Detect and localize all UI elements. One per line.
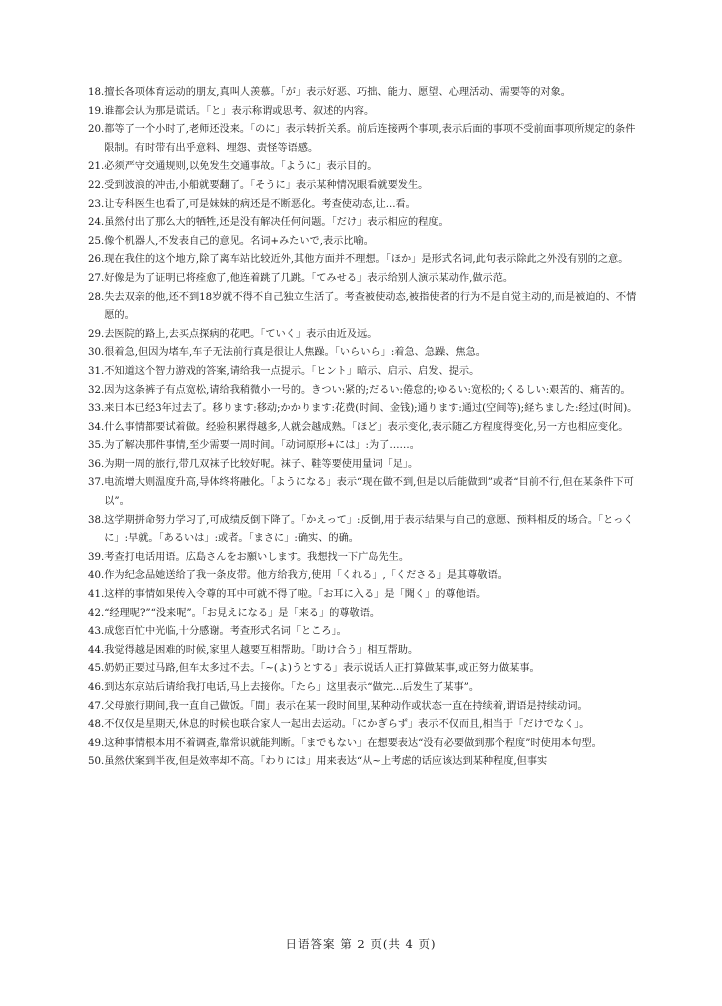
answer-text: 电流增大则温度升高,导体终将融化。「ようになる」表示“现在做不到,但是以后能做到”或者“目前不行,但在某条件下可以”。	[104, 477, 634, 508]
answer-item	[88, 400, 644, 419]
answer-number: 19.	[88, 105, 105, 117]
answer-text: 因为这条裤子有点宽松,请给我稍微小一号的。きつい:紧的;だるい:倦怠的;ゆるい:宽松的;くるしい:艰苦的、痛苦的。	[104, 384, 631, 396]
answer-item	[88, 84, 644, 103]
answer-text: 我觉得越是困难的时候,家里人越要互相帮助。「助け合う」相互帮助。	[104, 644, 419, 656]
answer-number: 22.	[88, 179, 105, 191]
answer-number: 39.	[88, 551, 105, 563]
answer-number: 47.	[88, 700, 105, 712]
answer-item	[88, 214, 644, 233]
answer-number: 18.	[88, 87, 105, 98]
answer-item	[88, 567, 644, 586]
answer-item	[88, 196, 644, 215]
answer-text: 去医院的路上,去买点探病的花吧。「ていく」表示由近及远。	[104, 328, 378, 340]
answer-text: 这样的事情如果传入令尊的耳中可就不得了啦。「お耳に入る」是「聞く」的尊他语。	[104, 589, 487, 601]
answer-text: 虽然付出了那么大的牺牲,还是没有解决任何问题。「だけ」表示相应的程度。	[104, 217, 449, 229]
answer-text: 到达东京站后请给我打电话,马上去接你。「たら」这里表示“做完...后发生了某事”。	[104, 682, 480, 693]
answer-text: 奶奶正要过马路,但车太多过不去。「~(よ)うとする」表示说话人正打算做某事,或正努力做某事。	[104, 663, 540, 675]
answer-text: 很着急,但因为堵车,车子无法前行真是很让人焦躁。「いらいら」:着急、急躁、焦急。	[104, 347, 486, 359]
answer-text: 擅长各项体育运动的朋友,真叫人羡慕。「が」表示好恶、巧拙、能力、愿望、心理活动、需要等的对象。	[104, 87, 571, 98]
answer-item	[88, 233, 644, 252]
answer-item	[88, 456, 644, 475]
answer-text: 像个机器人,不发表自己的意见。名词+みたいで,表示比喻。	[104, 235, 374, 247]
answer-text: “经理呢?”“没来呢”。「お見えになる」是「来る」的尊敬语。	[104, 607, 381, 619]
answer-item	[88, 679, 644, 698]
answer-item	[88, 549, 644, 568]
answer-text: 为了解决那件事情,至少需要一周时间。「动词原形+には」:为了……。	[104, 440, 420, 452]
answer-item	[88, 474, 644, 511]
answer-text: 父母旅行期间,我一直自己做饭。「間」表示在某一段时间里,某种动作或状态一直在持续着,谓语是持续动词。	[104, 700, 588, 712]
answer-number: 38.	[88, 514, 105, 526]
answer-item	[88, 586, 644, 605]
answer-text: 来日本已经3年过去了。移ります:移动;かかります:花费(时间、金钱);通ります:通过(空间等);経ちました:经过(时间)。	[104, 403, 638, 415]
answer-number: 42.	[88, 607, 105, 619]
answer-text: 虽然伏案到半夜,但是效率却不高。「わりには」用来表达“从~上考虑的话应该达到某种程度,但事实	[104, 756, 548, 768]
answer-item	[88, 177, 644, 196]
answer-text: 为期一周的旅行,带几双袜子比较好呢。袜子、鞋等要使用量词「足」。	[104, 458, 419, 470]
answer-number: 31.	[88, 365, 105, 377]
answer-number: 29.	[88, 328, 105, 340]
answer-item	[88, 623, 644, 642]
answer-text: 让专科医生也看了,可是妹妹的病还是不断恶化。考查使动态,让...看。	[104, 198, 416, 210]
answer-number: 24.	[88, 217, 105, 229]
answer-text: 好像是为了证明已将痊愈了,他连着跳了几跳。「てみせる」表示给别人演示某动作,做示范。	[104, 272, 514, 284]
answer-item	[88, 735, 644, 754]
answer-number: 26.	[88, 254, 105, 266]
answer-item	[88, 660, 644, 679]
answer-item	[88, 437, 644, 456]
answer-text: 考查打电话用语。広島さんをお願いします。我想找一下广岛先生。	[104, 551, 410, 563]
answer-item	[88, 419, 644, 438]
answer-item	[88, 698, 644, 717]
answer-item	[88, 344, 644, 363]
answer-text: 什么事情都要试着做。经验积累得越多,人就会越成熟。「ほど」表示变化,表示随乙方程度得变化,另一方也相应变化。	[104, 421, 629, 433]
answer-text: 现在我住的这个地方,除了离车站比较近外,其他方面并不理想。「ほか」是形式名词,此句表示除此之外没有别的之意。	[104, 254, 629, 266]
answer-number: 20.	[88, 124, 105, 136]
answer-number: 41.	[88, 589, 105, 601]
answer-number: 49.	[88, 737, 105, 749]
answer-number: 50.	[88, 756, 105, 768]
answer-number: 25.	[88, 235, 105, 247]
answer-number: 35.	[88, 440, 105, 452]
answer-number: 46.	[88, 682, 105, 693]
answer-number: 37.	[88, 477, 105, 489]
answer-number: 45.	[88, 663, 105, 675]
answer-text: 作为纪念品她送给了我一条皮带。他方给我方,使用「くれる」,「くださる」是其尊敬语。	[104, 570, 508, 582]
answer-text: 受到波浪的冲击,小船就要翻了。「そうに」表示某种情况眼看就要发生。	[104, 179, 429, 191]
answer-text: 不知道这个智力游戏的答案,请给我一点提示。「ヒント」暗示、启示、启发、提示。	[104, 365, 480, 377]
answer-item	[88, 605, 644, 624]
answer-number: 21.	[88, 161, 105, 173]
answer-item	[88, 270, 644, 289]
answer-item	[88, 103, 644, 122]
answer-text: 谁都会认为那是谎话。「と」表示称谓或思考、叙述的内容。	[104, 105, 375, 117]
answer-text: 都等了一个小时了,老师还没来。「のに」表示转折关系。前后连接两个事项,表示后面的事项不受前面事项所规定的条件限制。有时带有出乎意料、埋怨、责怪等语感。	[104, 124, 636, 154]
page-footer: 日语答案 第 2 页(共 4 页)	[285, 937, 437, 951]
answer-number: 30.	[88, 347, 105, 359]
answer-number: 43.	[88, 626, 105, 638]
answer-text: 不仅仅是星期天,休息的时候也联合家人一起出去运动。「にかぎらず」表示不仅而且,相当于「だけでなく」。	[104, 719, 590, 731]
answer-number: 34.	[88, 421, 105, 433]
answer-item	[88, 158, 644, 177]
answer-number: 32.	[88, 384, 105, 396]
answer-number: 33.	[88, 403, 105, 415]
answer-list	[88, 84, 644, 772]
answer-item	[88, 289, 644, 326]
answer-text: 这种事情根本用不着调查,靠常识就能判断。「までもない」在想要表达“没有必要做到那个程度”时使用本句型。	[104, 737, 602, 749]
answer-item	[88, 326, 644, 345]
answer-item	[88, 716, 644, 735]
answer-number: 28.	[88, 291, 105, 303]
answer-text: 这学期拼命努力学习了,可成绩反倒下降了。「かえって」:反倒,用于表示结果与自己的意愿、预料相反的场合。「とっくに」:早就。「あるいは」:或者。「まさに」:确实、的确。	[104, 514, 634, 545]
answer-number: 48.	[88, 719, 105, 731]
answer-number: 27.	[88, 272, 105, 284]
answer-number: 23.	[88, 198, 105, 210]
answer-item	[88, 512, 644, 549]
answer-item	[88, 642, 644, 661]
answer-text: 成您百忙中光临,十分感谢。考查形式名词「ところ」。	[104, 626, 347, 638]
answer-item	[88, 753, 644, 772]
answer-number: 44.	[88, 644, 105, 656]
answer-item	[88, 363, 644, 382]
answer-item	[88, 121, 644, 158]
answer-text: 失去双亲的他,还不到18岁就不得不自己独立生活了。考查被使动态,被指使者的行为不是自觉主动的,而是被迫的、不情愿的。	[104, 291, 637, 322]
answer-number: 36.	[88, 458, 105, 470]
answer-item	[88, 251, 644, 270]
answer-number: 40.	[88, 570, 105, 582]
answer-item	[88, 382, 644, 401]
answer-text: 必须严守交通规则,以免发生交通事故。「ように」表示目的。	[104, 161, 378, 173]
